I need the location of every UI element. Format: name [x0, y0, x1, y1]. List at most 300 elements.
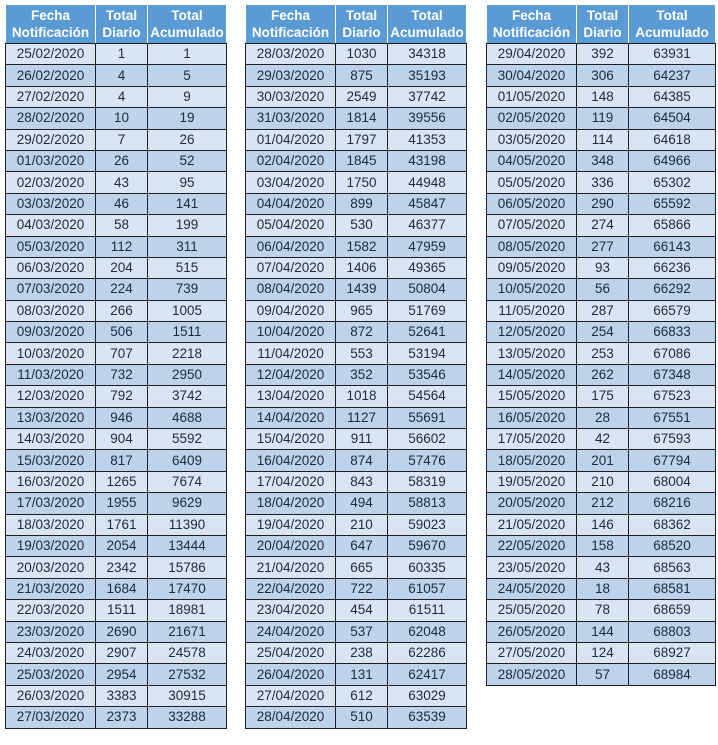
cell-diario: 254: [577, 322, 629, 343]
cell-acumulado: 66292: [629, 279, 716, 300]
cell-acumulado: 50804: [388, 279, 467, 300]
cell-diario: 124: [577, 642, 629, 663]
cell-fecha: 07/03/2020: [6, 279, 96, 300]
cell-fecha: 24/04/2020: [246, 621, 336, 642]
cases-table-1: [5, 4, 227, 729]
cell-fecha: 23/04/2020: [246, 600, 336, 621]
cell-fecha: 06/03/2020: [6, 257, 96, 278]
cell-diario: 43: [96, 172, 148, 193]
cell-acumulado: 18981: [148, 600, 227, 621]
cell-fecha: 19/04/2020: [246, 514, 336, 535]
cell-fecha: 25/04/2020: [246, 642, 336, 663]
cell-diario: 28: [577, 407, 629, 428]
cell-diario: 904: [96, 429, 148, 450]
cell-diario: 510: [336, 707, 388, 728]
cell-diario: 158: [577, 535, 629, 556]
cell-fecha: 04/03/2020: [6, 215, 96, 236]
cell-fecha: 26/05/2020: [487, 621, 577, 642]
header-diario: Total Diario: [336, 5, 388, 44]
cell-acumulado: 141: [148, 193, 227, 214]
cell-acumulado: 59670: [388, 535, 467, 556]
cell-acumulado: 68216: [629, 493, 716, 514]
cell-fecha: 26/03/2020: [6, 685, 96, 706]
cell-diario: 131: [336, 664, 388, 685]
table-row: [6, 108, 227, 129]
table-row: [246, 108, 467, 129]
cell-fecha: 12/03/2020: [6, 386, 96, 407]
cell-fecha: 21/04/2020: [246, 557, 336, 578]
cell-acumulado: 515: [148, 257, 227, 278]
cell-fecha: 26/04/2020: [246, 664, 336, 685]
cell-acumulado: 63539: [388, 707, 467, 728]
cell-acumulado: 64966: [629, 150, 716, 171]
cell-acumulado: 68581: [629, 578, 716, 599]
cell-acumulado: 2950: [148, 364, 227, 385]
cell-acumulado: 68520: [629, 535, 716, 556]
cell-acumulado: 59023: [388, 514, 467, 535]
cell-fecha: 12/04/2020: [246, 364, 336, 385]
cell-fecha: 28/04/2020: [246, 707, 336, 728]
cell-diario: 899: [336, 193, 388, 214]
cell-diario: 1030: [336, 44, 388, 65]
header-row: [246, 5, 467, 44]
cell-fecha: 27/04/2020: [246, 685, 336, 706]
table-row: [246, 300, 467, 321]
cell-fecha: 07/04/2020: [246, 257, 336, 278]
table-row: [487, 429, 716, 450]
table-row: [6, 707, 227, 728]
table-row: [246, 44, 467, 65]
cell-diario: 119: [577, 108, 629, 129]
table-row: [6, 215, 227, 236]
cell-acumulado: 68984: [629, 664, 716, 685]
cell-diario: 530: [336, 215, 388, 236]
table-row: [487, 386, 716, 407]
cell-fecha: 20/03/2020: [6, 557, 96, 578]
cell-diario: 1439: [336, 279, 388, 300]
table-row: [487, 450, 716, 471]
cases-table-3: [486, 4, 716, 686]
cell-fecha: 13/04/2020: [246, 386, 336, 407]
table-row: [6, 514, 227, 535]
cell-fecha: 10/03/2020: [6, 343, 96, 364]
table-row: [246, 685, 467, 706]
table-row: [246, 65, 467, 86]
cell-diario: 553: [336, 343, 388, 364]
cell-acumulado: 66579: [629, 300, 716, 321]
cell-acumulado: 6409: [148, 450, 227, 471]
table-row: [6, 257, 227, 278]
cell-acumulado: 67086: [629, 343, 716, 364]
cell-diario: 2342: [96, 557, 148, 578]
table-row: [246, 386, 467, 407]
cell-acumulado: 66143: [629, 236, 716, 257]
cell-diario: 42: [577, 429, 629, 450]
cell-fecha: 01/05/2020: [487, 86, 577, 107]
cell-diario: 1814: [336, 108, 388, 129]
cell-diario: 2690: [96, 621, 148, 642]
cell-fecha: 24/03/2020: [6, 642, 96, 663]
cell-fecha: 17/05/2020: [487, 429, 577, 450]
table-row: [246, 664, 467, 685]
cell-diario: 201: [577, 450, 629, 471]
cell-fecha: 14/04/2020: [246, 407, 336, 428]
cell-fecha: 25/05/2020: [487, 600, 577, 621]
cell-diario: 2954: [96, 664, 148, 685]
table-row: [6, 557, 227, 578]
cell-fecha: 10/05/2020: [487, 279, 577, 300]
cell-diario: 875: [336, 65, 388, 86]
cell-diario: 2549: [336, 86, 388, 107]
cell-diario: 112: [96, 236, 148, 257]
cell-acumulado: 68659: [629, 600, 716, 621]
table-row: [487, 407, 716, 428]
cell-acumulado: 44948: [388, 172, 467, 193]
cell-diario: 707: [96, 343, 148, 364]
cell-acumulado: 67551: [629, 407, 716, 428]
cell-diario: 946: [96, 407, 148, 428]
cell-fecha: 15/05/2020: [487, 386, 577, 407]
cell-acumulado: 4688: [148, 407, 227, 428]
cell-fecha: 28/02/2020: [6, 108, 96, 129]
cell-acumulado: 67523: [629, 386, 716, 407]
cell-fecha: 18/05/2020: [487, 450, 577, 471]
table-row: [246, 535, 467, 556]
table-row: [246, 215, 467, 236]
cell-acumulado: 5: [148, 65, 227, 86]
cell-diario: 274: [577, 215, 629, 236]
cell-acumulado: 53546: [388, 364, 467, 385]
cell-acumulado: 62286: [388, 642, 467, 663]
cell-diario: 26: [96, 150, 148, 171]
cell-acumulado: 19: [148, 108, 227, 129]
cell-diario: 4: [96, 65, 148, 86]
table-row: [6, 642, 227, 663]
cell-fecha: 27/02/2020: [6, 86, 96, 107]
cell-acumulado: 68803: [629, 621, 716, 642]
cell-diario: 1406: [336, 257, 388, 278]
cell-diario: 253: [577, 343, 629, 364]
cell-diario: 874: [336, 450, 388, 471]
cell-diario: 224: [96, 279, 148, 300]
cell-diario: 238: [336, 642, 388, 663]
table-row: [487, 578, 716, 599]
cell-diario: 287: [577, 300, 629, 321]
table-row: [487, 172, 716, 193]
table-row: [487, 129, 716, 150]
cell-diario: 210: [336, 514, 388, 535]
cell-acumulado: 64385: [629, 86, 716, 107]
header-row: [6, 5, 227, 44]
cell-diario: 46: [96, 193, 148, 214]
cell-acumulado: 68563: [629, 557, 716, 578]
cell-diario: 965: [336, 300, 388, 321]
cell-fecha: 07/05/2020: [487, 215, 577, 236]
cell-acumulado: 52: [148, 150, 227, 171]
cell-fecha: 09/05/2020: [487, 257, 577, 278]
cell-diario: 10: [96, 108, 148, 129]
cell-fecha: 30/04/2020: [487, 65, 577, 86]
cell-diario: 144: [577, 621, 629, 642]
cell-diario: 290: [577, 193, 629, 214]
table-row: [6, 343, 227, 364]
cell-acumulado: 68927: [629, 642, 716, 663]
table-row: [6, 172, 227, 193]
cell-diario: 1582: [336, 236, 388, 257]
table-row: [487, 257, 716, 278]
cell-acumulado: 61511: [388, 600, 467, 621]
cell-diario: 392: [577, 44, 629, 65]
cell-fecha: 01/04/2020: [246, 129, 336, 150]
cell-fecha: 20/05/2020: [487, 493, 577, 514]
cell-fecha: 28/03/2020: [246, 44, 336, 65]
cell-acumulado: 41353: [388, 129, 467, 150]
table-row: [246, 129, 467, 150]
cell-diario: 2907: [96, 642, 148, 663]
cell-diario: 1018: [336, 386, 388, 407]
cell-acumulado: 45847: [388, 193, 467, 214]
header-fecha: Fecha Notificación: [487, 5, 577, 44]
cell-acumulado: 26: [148, 129, 227, 150]
cell-diario: 1265: [96, 471, 148, 492]
cell-fecha: 02/05/2020: [487, 108, 577, 129]
header-acumulado: Total Acumulado: [388, 5, 467, 44]
cell-acumulado: 95: [148, 172, 227, 193]
cases-table-2: [245, 4, 467, 729]
table-row: [6, 65, 227, 86]
cell-diario: 2373: [96, 707, 148, 728]
cell-diario: 1684: [96, 578, 148, 599]
cell-fecha: 13/05/2020: [487, 343, 577, 364]
cell-fecha: 24/05/2020: [487, 578, 577, 599]
cell-acumulado: 1: [148, 44, 227, 65]
cell-acumulado: 15786: [148, 557, 227, 578]
header-acumulado: Total Acumulado: [629, 5, 716, 44]
table-row: [246, 279, 467, 300]
cell-diario: 1797: [336, 129, 388, 150]
cell-acumulado: 46377: [388, 215, 467, 236]
table-row: [246, 172, 467, 193]
cell-acumulado: 61057: [388, 578, 467, 599]
cell-fecha: 25/02/2020: [6, 44, 96, 65]
cell-acumulado: 66833: [629, 322, 716, 343]
cell-diario: 843: [336, 471, 388, 492]
cell-fecha: 22/05/2020: [487, 535, 577, 556]
cell-acumulado: 67348: [629, 364, 716, 385]
cell-diario: 348: [577, 150, 629, 171]
cell-fecha: 10/04/2020: [246, 322, 336, 343]
cell-fecha: 19/03/2020: [6, 535, 96, 556]
cell-fecha: 27/05/2020: [487, 642, 577, 663]
table-row: [6, 493, 227, 514]
table-row: [6, 450, 227, 471]
table-row: [487, 65, 716, 86]
cell-acumulado: 39556: [388, 108, 467, 129]
cell-diario: 722: [336, 578, 388, 599]
cell-acumulado: 7674: [148, 471, 227, 492]
table-row: [487, 642, 716, 663]
cell-fecha: 06/04/2020: [246, 236, 336, 257]
table-row: [6, 621, 227, 642]
table-row: [6, 322, 227, 343]
table-row: [246, 621, 467, 642]
cell-acumulado: 35193: [388, 65, 467, 86]
cell-acumulado: 51769: [388, 300, 467, 321]
table-row: [6, 236, 227, 257]
cell-acumulado: 67794: [629, 450, 716, 471]
table-row: [246, 343, 467, 364]
cell-diario: 266: [96, 300, 148, 321]
table-row: [246, 193, 467, 214]
cell-diario: 4: [96, 86, 148, 107]
cell-acumulado: 30915: [148, 685, 227, 706]
table-row: [487, 150, 716, 171]
cell-fecha: 29/04/2020: [487, 44, 577, 65]
table-row: [6, 429, 227, 450]
cell-acumulado: 13444: [148, 535, 227, 556]
cell-fecha: 28/05/2020: [487, 664, 577, 685]
table-row: [6, 664, 227, 685]
header-diario: Total Diario: [96, 5, 148, 44]
cell-acumulado: 47959: [388, 236, 467, 257]
table-row: [6, 407, 227, 428]
cell-fecha: 09/04/2020: [246, 300, 336, 321]
table-row: [487, 279, 716, 300]
cell-diario: 114: [577, 129, 629, 150]
cell-acumulado: 1005: [148, 300, 227, 321]
cell-acumulado: 1511: [148, 322, 227, 343]
table-row: [6, 600, 227, 621]
cell-diario: 212: [577, 493, 629, 514]
table-row: [487, 300, 716, 321]
cell-acumulado: 17470: [148, 578, 227, 599]
cell-acumulado: 62048: [388, 621, 467, 642]
cell-acumulado: 34318: [388, 44, 467, 65]
cell-acumulado: 63029: [388, 685, 467, 706]
cell-diario: 454: [336, 600, 388, 621]
cell-acumulado: 27532: [148, 664, 227, 685]
cell-fecha: 27/03/2020: [6, 707, 96, 728]
cell-fecha: 31/03/2020: [246, 108, 336, 129]
header-fecha: Fecha Notificación: [6, 5, 96, 44]
cell-fecha: 19/05/2020: [487, 471, 577, 492]
cell-fecha: 29/02/2020: [6, 129, 96, 150]
cell-fecha: 08/05/2020: [487, 236, 577, 257]
cell-acumulado: 67593: [629, 429, 716, 450]
cell-fecha: 17/04/2020: [246, 471, 336, 492]
cell-diario: 1: [96, 44, 148, 65]
cell-acumulado: 68362: [629, 514, 716, 535]
cell-fecha: 22/04/2020: [246, 578, 336, 599]
cell-acumulado: 54564: [388, 386, 467, 407]
header-diario: Total Diario: [577, 5, 629, 44]
cell-diario: 56: [577, 279, 629, 300]
cell-acumulado: 58813: [388, 493, 467, 514]
table-row: [6, 535, 227, 556]
table-row: [6, 193, 227, 214]
cell-acumulado: 53194: [388, 343, 467, 364]
table-row: [6, 300, 227, 321]
cell-fecha: 05/03/2020: [6, 236, 96, 257]
cell-acumulado: 3742: [148, 386, 227, 407]
table-row: [487, 322, 716, 343]
cell-diario: 1750: [336, 172, 388, 193]
table-row: [246, 150, 467, 171]
cell-diario: 204: [96, 257, 148, 278]
cell-fecha: 15/04/2020: [246, 429, 336, 450]
table-row: [487, 108, 716, 129]
cell-fecha: 05/05/2020: [487, 172, 577, 193]
table-row: [6, 386, 227, 407]
cell-acumulado: 11390: [148, 514, 227, 535]
cell-diario: 2054: [96, 535, 148, 556]
cell-diario: 1761: [96, 514, 148, 535]
cell-acumulado: 21671: [148, 621, 227, 642]
table-row: [487, 215, 716, 236]
cell-diario: 817: [96, 450, 148, 471]
table-row: [487, 664, 716, 685]
table-row: [6, 44, 227, 65]
header-fecha: Fecha Notificación: [246, 5, 336, 44]
cell-fecha: 25/03/2020: [6, 664, 96, 685]
table-row: [6, 578, 227, 599]
table-row: [487, 493, 716, 514]
cell-diario: 494: [336, 493, 388, 514]
cell-fecha: 11/03/2020: [6, 364, 96, 385]
cell-fecha: 02/03/2020: [6, 172, 96, 193]
cell-diario: 872: [336, 322, 388, 343]
cell-fecha: 17/03/2020: [6, 493, 96, 514]
table-row: [246, 407, 467, 428]
cell-fecha: 08/03/2020: [6, 300, 96, 321]
cell-fecha: 15/03/2020: [6, 450, 96, 471]
table-row: [246, 86, 467, 107]
cell-acumulado: 58319: [388, 471, 467, 492]
table-row: [487, 236, 716, 257]
table-row: [246, 257, 467, 278]
cell-diario: 148: [577, 86, 629, 107]
table-row: [246, 642, 467, 663]
cell-fecha: 04/04/2020: [246, 193, 336, 214]
cell-diario: 7: [96, 129, 148, 150]
cell-acumulado: 64237: [629, 65, 716, 86]
table-row: [6, 364, 227, 385]
cell-acumulado: 33288: [148, 707, 227, 728]
table-row: [246, 450, 467, 471]
table-row: [6, 471, 227, 492]
cell-fecha: 03/03/2020: [6, 193, 96, 214]
cell-acumulado: 66236: [629, 257, 716, 278]
cell-acumulado: 49365: [388, 257, 467, 278]
cell-acumulado: 37742: [388, 86, 467, 107]
cell-acumulado: 56602: [388, 429, 467, 450]
cell-acumulado: 68004: [629, 471, 716, 492]
table-row: [487, 600, 716, 621]
table-row: [6, 685, 227, 706]
table-row: [246, 578, 467, 599]
cell-fecha: 01/03/2020: [6, 150, 96, 171]
table-row: [6, 150, 227, 171]
cell-fecha: 18/04/2020: [246, 493, 336, 514]
table-row: [246, 471, 467, 492]
cell-acumulado: 55691: [388, 407, 467, 428]
cell-diario: 1845: [336, 150, 388, 171]
cell-fecha: 06/05/2020: [487, 193, 577, 214]
header-row: [487, 5, 716, 44]
cell-acumulado: 63931: [629, 44, 716, 65]
cell-diario: 93: [577, 257, 629, 278]
table-row: [246, 236, 467, 257]
